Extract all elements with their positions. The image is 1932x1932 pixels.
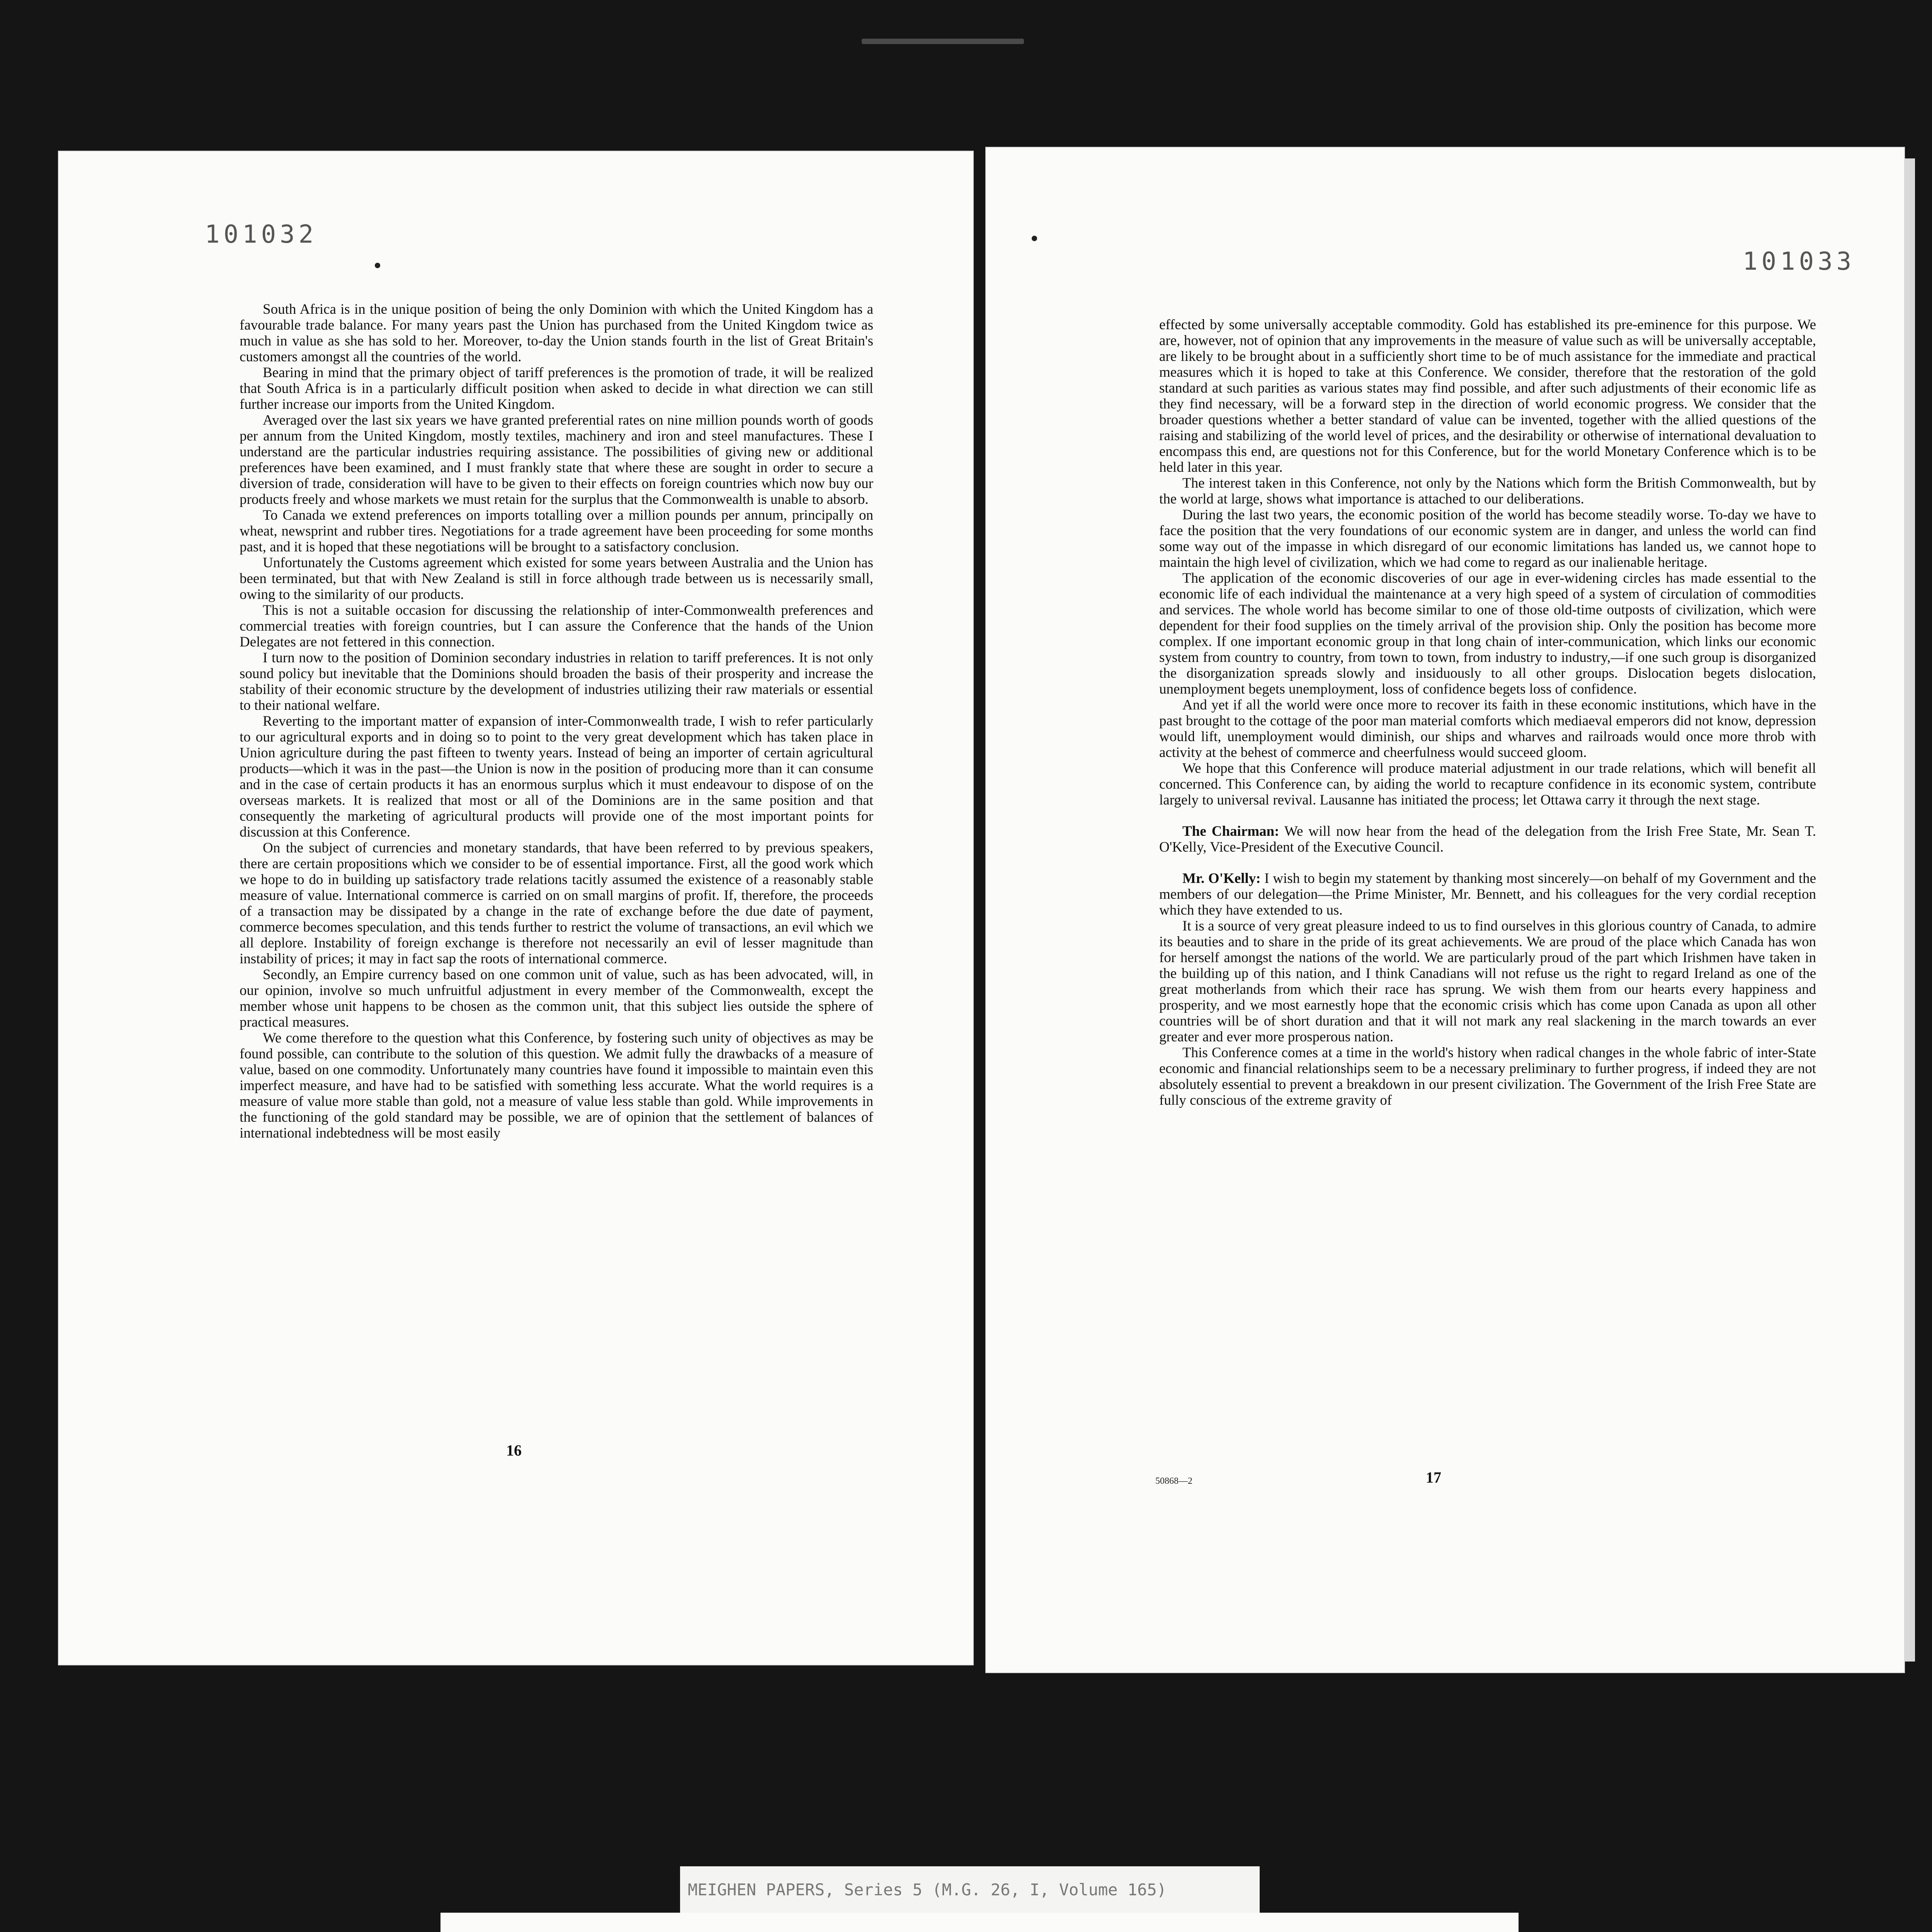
- speaker-paragraph: [1159, 871, 1816, 918]
- paragraph: South Africa is in the unique position of being the only Dominion with which the United Kingdom has a favourable trade balance. For many years past the Union has purchased from the United Kingdom twice as much in value as she has sold to her. Moreover, to-day the Union stands fourth in the list of Great Britain's customers amongst all the countries of the world.: [240, 301, 873, 365]
- paragraph: Unfortunately the Customs agreement which existed for some years between Australia and the Union has been terminated, but that with New Zealand is still in force although trade between us is necessarily small, owing to the similarity of our products.: [240, 555, 873, 602]
- archive-card: [440, 1913, 1519, 1932]
- paragraph: Secondly, an Empire currency based on one common unit of value, such as has been advocated, will, in our opinion, involve so much unfruitful adjustment in every member of the Commonwealth, except the member whose unit happens to be chosen as the common unit, that this subject lies outside the sphere of practical measures.: [240, 967, 873, 1030]
- paragraph: It is a source of very great pleasure indeed to us to find ourselves in this glorious country of Canada, to admire its beauties and to share in the pride of its great achievements. We are proud of the place which Canada has won for herself amongst the nations of the world. We are particularly proud of the part which Irishmen have taken in the building up of this nation, and I think Canadians will not refuse us the right to regard Ireland as one of the great motherlands from which their race has sprung. We wish them from our hearts every happiness and prosperity, and we most earnestly hope that the economic crisis which has come upon Canada as upon all other countries will be of short duration and that it will not mark any real slackening in the march towards an ever greater and ever more prosperous nation.: [1159, 918, 1816, 1045]
- archive-number: 101033: [1743, 247, 1855, 276]
- page-number: 17: [1426, 1469, 1441, 1486]
- paragraph: And yet if all the world were once more to recover its faith in these economic institutions, which have in the past brought to the cottage of the poor man material comforts which mediaeval emperors did not know, depression would lift, unemployment would diminish, our ships and wharves and railroads would once more throb with activity at the behest of commerce and cheerfulness would succeed gloom.: [1159, 697, 1816, 760]
- paragraph: The application of the economic discoveries of our age in ever-widening circles has made essential to the economic life of each individual the maintenance at a very high speed of a system of circulation of commodities and services. The whole world has become similar to one of those old-time outposts of civilization, which were dependent for their food supplies on the timely arrival of the provision ship. Only the position has become more complex. If one important economic group in that long chain of inter-communication, which links our economic system from country to country, from town to town, from industry to industry,—if one such group is disorganized the disorganization spreads slowly and insiduously to all other groups. Dislocation begets dislocation, unemployment begets unemployment, loss of confidence begets loss of confidence.: [1159, 570, 1816, 697]
- paragraph: On the subject of currencies and monetary standards, that have been referred to by previous speakers, there are certain propositions which we consider to be of essential importance. First, all the good work which we hope to do in building up satisfactory trade relations tacitly assumed the existence of a reasonably stable measure of value. International commerce is carried on on small margins of profit. If, therefore, the proceeds of a transaction may be dissipated by a change in the rate of exchange before the due date of payment, commerce becomes speculation, and this tends further to restrict the volume of transactions, an evil which we all deplore. Instability of foreign exchange is therefore not necessarily an evil of lesser magnitude than instability of prices; it may in fact sap the roots of international commerce.: [240, 840, 873, 967]
- paragraph: This Conference comes at a time in the world's history when radical changes in the whole fabric of inter-State economic and financial relationships seem to be a necessary preliminary to further progress, if indeed they are not absolutely essential to prevent a breakdown in our present civilization. The Government of the Irish Free State are fully conscious of the extreme gravity of: [1159, 1045, 1816, 1108]
- film-slot: [862, 39, 1024, 44]
- paragraph: I turn now to the position of Dominion secondary industries in relation to tariff preferences. It is not only sound policy but inevitable that the Dominions should broaden the basis of their prosperity and increase the stability of their economic structure by the development of industries utilizing their raw materials or essential to their national welfare.: [240, 650, 873, 713]
- paragraph: We hope that this Conference will produce material adjustment in our trade relations, which will benefit all concerned. This Conference can, by aiding the world to recapture confidence in its economic system, contribute largely to universal revival. Lausanne has initiated the process; let Ottawa carry it through the next stage.: [1159, 760, 1816, 808]
- speaker-label: The Chairman:: [1182, 823, 1279, 839]
- paragraph: We come therefore to the question what this Conference, by fostering such unity of objectives as may be found possible, can contribute to the solution of this question. We admit fully the drawbacks of a measure of value, based on one commodity. Unfortunately many countries have found it impossible to maintain even this imperfect measure, and have had to be satisfied with something less accurate. What the world requires is a measure of value more stable than gold, not a measure of value less stable than gold. While improvements in the functioning of the gold standard may be possible, we are of opinion that the settlement of balances of international indebtedness will be most easily: [240, 1030, 873, 1141]
- paragraph: Reverting to the important matter of expansion of inter-Commonwealth trade, I wish to refer particularly to our agricultural exports and in doing so to point to the very great development which has taken place in Union agriculture during the past fifteen to twenty years. Instead of being an importer of certain agricultural products—which it was in the past—the Union is now in the position of producing more than it can consume and in the case of certain products it has an enormous surplus which it must endeavour to dispose of on the overseas markets. It is realized that most or all of the Dominions are in the same position and that consequently the marketing of agricultural products will provide one of the most important points for discussion at this Conference.: [240, 713, 873, 840]
- left-page: [58, 151, 974, 1665]
- collection-label: MEIGHEN PAPERS, Series 5 (M.G. 26, I, Volume 165): [680, 1866, 1260, 1913]
- right-page: [985, 147, 1905, 1673]
- page-number: 16: [506, 1442, 522, 1459]
- paragraph: The interest taken in this Conference, not only by the Nations which form the British Commonwealth, but by the world at large, shows what importance is attached to our deliberations.: [1159, 475, 1816, 507]
- paragraph: This is not a suitable occasion for discussing the relationship of inter-Commonwealth preferences and commercial treaties with foreign countries, but I can assure the Conference that the hands of the Union Delegates are not fettered in this connection.: [240, 602, 873, 650]
- right-text-column: [1159, 317, 1816, 1108]
- paragraph: During the last two years, the economic position of the world has become steadily worse. To-day we have to face the position that the very foundations of our economic system are in danger, and unless the world can find some way out of the impasse in which disregard of our economic limitations has landed us, we cannot hope to maintain the high level of civilization, which we had come to regard as our inalienable heritage.: [1159, 507, 1816, 570]
- speaker-label: Mr. O'Kelly:: [1182, 871, 1261, 886]
- print-code: 50868—2: [1155, 1476, 1192, 1486]
- paragraph: effected by some universally acceptable commodity. Gold has established its pre-eminence for this purpose. We are, however, not of opinion that any improvements in the measure of value such as will be universally acceptable, are likely to be brought about in a sufficiently short time to be of much assistance for the immediate and practical measures which it is hoped to take at this Conference. We consider, therefore that the restoration of the gold standard at such parities as various states may find possible, and after such adjustments of their economic life as they find necessary, will be a forward step in the direction of world economic progress. We consider that the broader questions whether a better standard of value can be invented, together with the allied questions of the raising and stabilizing of the world level of prices, and the desirability or otherwise of international devaluation to encompass this end, are questions not for this Conference, but for the world Monetary Conference which is to be held later in this year.: [1159, 317, 1816, 475]
- speck-dot: [1032, 236, 1037, 241]
- paragraph: Averaged over the last six years we have granted preferential rates on nine million pounds worth of goods per annum from the United Kingdom, mostly textiles, machinery and iron and steel manufactures. These I understand are the particular industries requiring assistance. The possibilities of giving new or additional preferences have been examined, and I must frankly state that where these are sought in order to secure a diversion of trade, consideration will have to be given to their effects on foreign countries which now buy our products freely and whose markets we must retain for the surplus that the Commonwealth is unable to absorb.: [240, 412, 873, 507]
- archive-number: 101032: [205, 220, 318, 249]
- left-text-column: [240, 301, 873, 1141]
- paragraph: To Canada we extend preferences on imports totalling over a million pounds per annum, principally on wheat, newsprint and rubber tires. Negotiations for a trade agreement have been proceeding for some months past, and it is hoped that these negotiations will be brought to a satisfactory conclusion.: [240, 507, 873, 555]
- speaker-text: We will now hear from the head of the delegation from the Irish Free State, Mr. Sean T. O'Kelly, Vice-President of the Executive Council.: [1159, 823, 1816, 855]
- speaker-paragraph: [1159, 823, 1816, 855]
- speaker-text: I wish to begin my statement by thanking most sincerely—on behalf of my Government and the members of our delegation—the Prime Minister, Mr. Bennett, and his colleagues for the very cordial reception which they have extended to us.: [1159, 871, 1816, 918]
- speck-dot: [375, 263, 380, 268]
- paragraph: Bearing in mind that the primary object of tariff preferences is the promotion of trade, it will be realized that South Africa is in a particularly difficult position when asked to decide in what direction we can still further increase our imports from the United Kingdom.: [240, 365, 873, 412]
